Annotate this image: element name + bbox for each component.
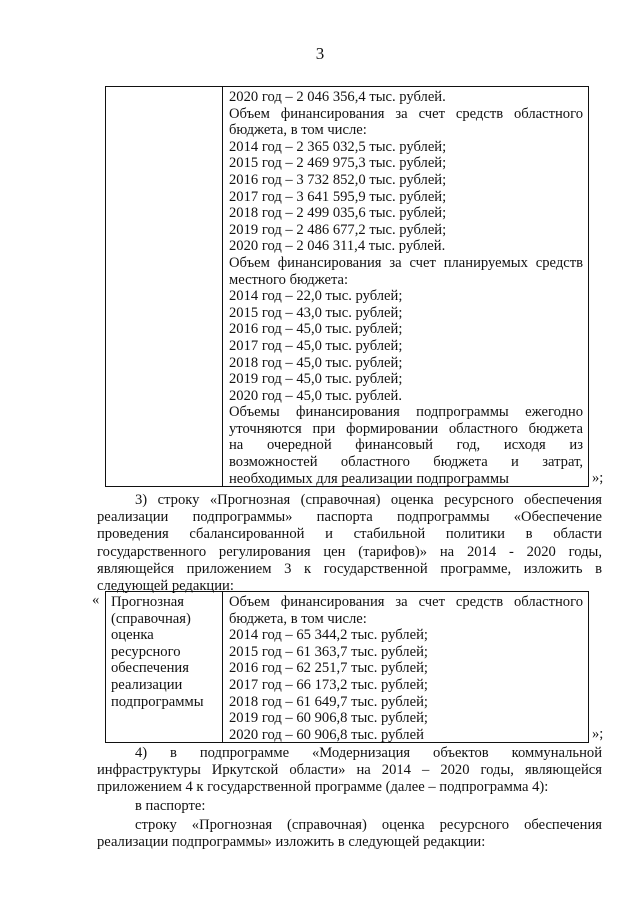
row-value-cell: [229, 594, 583, 743]
table-line: 2020 год – 2 046 356,4 тыс. рублей.: [229, 89, 446, 105]
table-line: ресурсного: [111, 643, 181, 660]
table-line: бюджета, в том числе:: [229, 122, 367, 139]
table-line: 2014 год – 65 344,2 тыс. рублей;: [229, 627, 428, 644]
table-line: обеспечения: [111, 660, 189, 677]
row-label-cell: [111, 594, 219, 710]
table-line: 2018 год – 45,0 тыс. рублей;: [229, 354, 403, 371]
paragraph-passport: [97, 798, 602, 815]
table-line: 2017 год – 66 173,2 тыс. рублей;: [229, 676, 428, 693]
table-line: 2017 год – 3 641 595,9 тыс. рублей;: [229, 188, 447, 205]
table-line: Объемы финансирования подпрограммы ежегодно: [229, 404, 583, 421]
paragraph-line: являющейся приложением 3 к государственной программе, изложить в: [97, 560, 602, 577]
table-line: реализации: [111, 676, 183, 693]
table-line: Объем финансирования за счет средств областного: [229, 594, 583, 610]
table-line: 2015 год – 2 469 975,3 тыс. рублей;: [229, 155, 447, 172]
funding-table-right-cell: [229, 89, 583, 487]
table-line: Объем финансирования за счет средств областного: [229, 105, 583, 122]
table-line: 2020 год – 2 046 311,4 тыс. рублей.: [229, 238, 446, 255]
table-line: 2016 год – 62 251,7 тыс. рублей;: [229, 660, 428, 677]
table-line: 2020 год – 60 906,8 тыс. рублей: [229, 726, 424, 743]
table-line: 2018 год – 2 499 035,6 тыс. рублей;: [229, 205, 447, 222]
table-line: 2019 год – 60 906,8 тыс. рублей;: [229, 710, 428, 727]
table-line: Прогнозная: [111, 594, 184, 610]
paragraph-line: в паспорте:: [135, 798, 206, 814]
table-line: 2020 год – 45,0 тыс. рублей.: [229, 387, 402, 404]
funding-table-continued: [105, 86, 589, 487]
table-line: оценка: [111, 627, 154, 644]
paragraph-item-3: [97, 492, 602, 595]
table-line: 2019 год – 45,0 тыс. рублей;: [229, 371, 403, 388]
table-line: Объем финансирования за счет планируемых средств: [229, 254, 583, 271]
table-line: 2019 год – 2 486 677,2 тыс. рублей;: [229, 221, 447, 238]
paragraph-item-4: [97, 745, 602, 797]
table-line: подпрограммы: [111, 693, 204, 710]
paragraph-line: реализации подпрограммы» паспорта подпрограммы «Обеспечение: [97, 509, 602, 526]
table-line: 2018 год – 61 649,7 тыс. рублей;: [229, 693, 428, 710]
paragraph-line: следующей редакции:: [97, 578, 234, 595]
closing-quote: »;: [592, 470, 604, 486]
paragraph-line: 3) строку «Прогнозная (справочная) оценка ресурсного обеспечения: [135, 492, 602, 508]
paragraph-line: проведения сбалансированной и стабильной политики в области: [97, 526, 602, 543]
table-line: возможностей областного бюджета и затрат,: [229, 454, 583, 471]
opening-quote: «: [92, 592, 100, 608]
table-column-divider: [222, 87, 223, 486]
paragraph-line: инфраструктуры Иркутской области» на 2014 – 2020 годы, являющейся: [97, 762, 602, 779]
table-line: 2016 год – 3 732 852,0 тыс. рублей;: [229, 171, 447, 188]
table-line: уточняются при формировании областного бюджета: [229, 420, 583, 437]
paragraph-line: реализации подпрограммы» изложить в следующей редакции:: [97, 834, 486, 851]
table-line: 2016 год – 45,0 тыс. рублей;: [229, 321, 403, 338]
table-line: 2015 год – 43,0 тыс. рублей;: [229, 304, 403, 321]
table-line: 2015 год – 61 363,7 тыс. рублей;: [229, 643, 428, 660]
table-column-divider: [222, 592, 223, 742]
paragraph-line: строку «Прогнозная (справочная) оценка ресурсного обеспечения: [135, 817, 602, 833]
table-line: 2017 год – 45,0 тыс. рублей;: [229, 337, 403, 354]
paragraph-line: 4) в подпрограмме «Модернизация объектов коммунальной: [135, 745, 602, 761]
table-line: 2014 год – 2 365 032,5 тыс. рублей;: [229, 138, 447, 155]
paragraph-line: приложением 4 к государственной программе (далее – подпрограмма 4):: [97, 779, 549, 796]
paragraph-row-statement: [97, 817, 602, 851]
table-line: необходимых для реализации подпрограммы: [229, 470, 509, 487]
table-line: на очередной финансовый год, исходя из: [229, 437, 583, 454]
resource-assessment-table: [105, 591, 589, 743]
paragraph-line: государственного регулирования цен (тарифов)» на 2014 - 2020 годы,: [97, 543, 602, 560]
page-number: 3: [315, 44, 325, 63]
table-line: (справочная): [111, 610, 191, 627]
table-line: местного бюджета:: [229, 271, 349, 288]
table-line: бюджета, в том числе:: [229, 610, 367, 627]
table-line: 2014 год – 22,0 тыс. рублей;: [229, 288, 403, 305]
closing-quote: »;: [592, 726, 604, 742]
